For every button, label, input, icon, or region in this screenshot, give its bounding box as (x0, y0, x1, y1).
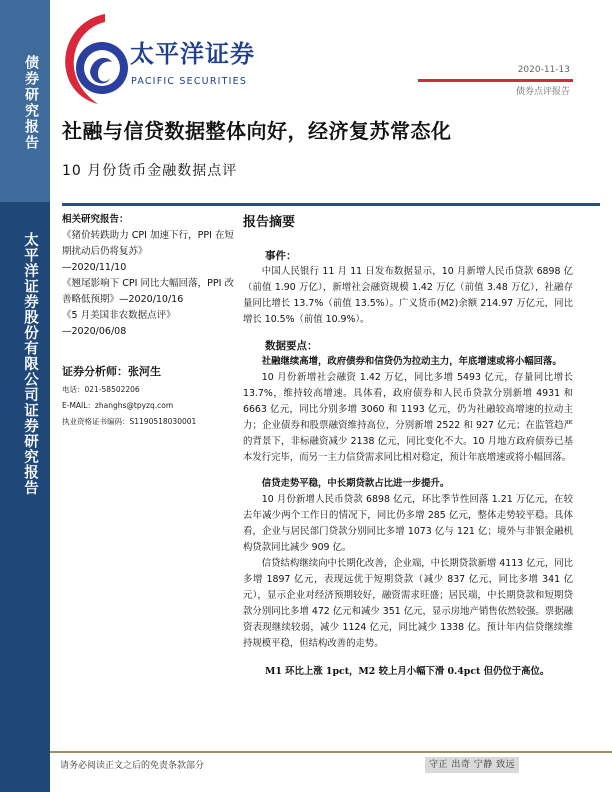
analyst-cert: 执业资格证书编码：S1190518030001 (62, 417, 197, 426)
report-type: 债券点评报告 (515, 87, 570, 97)
section-divider (62, 203, 600, 206)
analyst-heading: 证券分析师：张河生 (62, 365, 161, 378)
analyst-phone: 电话：021-58502206 (62, 385, 140, 394)
point2-heading: 信贷走势平稳，中长期贷款占比进一步提升。 (261, 478, 450, 489)
event-text: 中国人民银行 11 月 11 日发布数据显示，10 月新增人民币贷款 6898 亿（前值 1.90 万亿），新增社会融资规模 1.42 万亿（前值 3.48 万亿），社融存量同比增长 13.7%（前值 13.5%）。广义货币(M2)余额 214.97 万亿元，同比增长 10.5%（前值 10.9%）。 (243, 266, 573, 325)
point2-text-1: 10 月份新增人民币贷款 6898 亿元，环比季节性回落 1.21 万亿元，在较去年减少两个工作日的情况下，同比仍多增 285 亿元，整体走势较平稳。具体看，企业与居民部门贷款分别同比多增 1073 亿与 121 亿；境外与非银金融机构贷款同比减少 909 亿。 (243, 494, 573, 553)
analyst-email[interactable]: E-MAIL：zhanghs@tpyzq.com (62, 401, 174, 410)
left-column (62, 212, 234, 430)
related-report-item[interactable] (62, 228, 234, 276)
pacific-securities-logo (60, 12, 130, 104)
related-report-title: 《猪价转跌助力 CPI 加速下行，PPI 在短期扰动后仍将复苏》 (62, 230, 234, 257)
header-red-rule (418, 79, 573, 82)
sidebar (0, 0, 50, 792)
related-report-title: 《5 月美国非农数据点评》 (62, 310, 176, 321)
brand-name-en: PACIFIC SECURITIES (131, 76, 248, 87)
sidebar-report-category: 债券研究报告 (23, 55, 39, 151)
footer-rule (50, 751, 612, 753)
points-heading: 数据要点： (265, 340, 318, 352)
related-report-date: —2020/10/16 (119, 294, 184, 305)
related-report-title: 《翘尾影响下 CPI 同比大幅回落，PPI 改善略低预期》 (62, 278, 234, 305)
sidebar-company-label: 太平洋证券股份有限公司证券研究报告 (22, 232, 39, 496)
footer-disclaimer: 请务必阅读正文之后的免责条款部分 (60, 761, 205, 771)
report-date: 2020-11-13 (517, 65, 570, 75)
related-reports-heading: 相关研究报告： (62, 214, 129, 225)
point2-text-2: 信贷结构继续向中长期化改善，企业端，中长期贷款新增 4113 亿元，同比多增 1897 亿元，表现远优于短期贷款（减少 837 亿元，同比多增 341 亿元），显示企业对经济预期较好，融资需求旺盛；居民端，中长期贷款和短期贷款分别同比多增 472 亿元和减少 351 亿元，显示房地产销售依然较强。票据融资表现继续较弱，减少 1124 亿元，同比减少 1338 亿。预计年内信贷继续维持规模平稳，但结构改善的走势。 (243, 558, 573, 649)
related-report-item[interactable] (62, 276, 234, 308)
footer-motto: 守正 出奇 宁静 致远 (425, 757, 519, 773)
related-report-date: —2020/06/08 (62, 326, 127, 337)
brand-name-cn: 太平洋证券 (130, 40, 255, 68)
analyst-info (62, 364, 234, 430)
point1-text: 10 月份新增社会融资 1.42 万亿，同比多增 5493 亿元，存量同比增长 13.7%，维持较高增速。具体看，政府债券和人民币贷款分别新增 4931 和 6663 亿元，同比分别多增 3060 和 1193 亿元，仍为社融较高增速的拉动主力；企业债券和股票融资维持高位，分别新增 2522 和 927 亿元；在监管趋严的背景下，非标融资减少 2138 亿元，同比变化不大。10 月地方政府债券已基本发行完毕，而另一主力信贷需求同比相对稳定，预计年底增速或将小幅回落。 (243, 372, 573, 463)
page-subtitle: 10 月份货币金融数据点评 (62, 163, 238, 179)
point3-heading: M1 环比上涨 1pct，M2 较上月小幅下滑 0.4pct 但仍位于高位。 (265, 666, 550, 677)
event-heading: 事件： (265, 250, 297, 262)
point1-heading: 社融继续高增，政府债券和信贷仍为拉动主力，年底增速或将小幅回落。 (261, 356, 562, 367)
related-report-date: —2020/11/10 (62, 262, 127, 273)
page-title: 社融与信贷数据整体向好，经济复苏常态化 (62, 119, 452, 143)
report-summary (243, 214, 573, 680)
summary-heading: 报告摘要 (243, 215, 296, 230)
related-report-item[interactable] (62, 308, 234, 340)
